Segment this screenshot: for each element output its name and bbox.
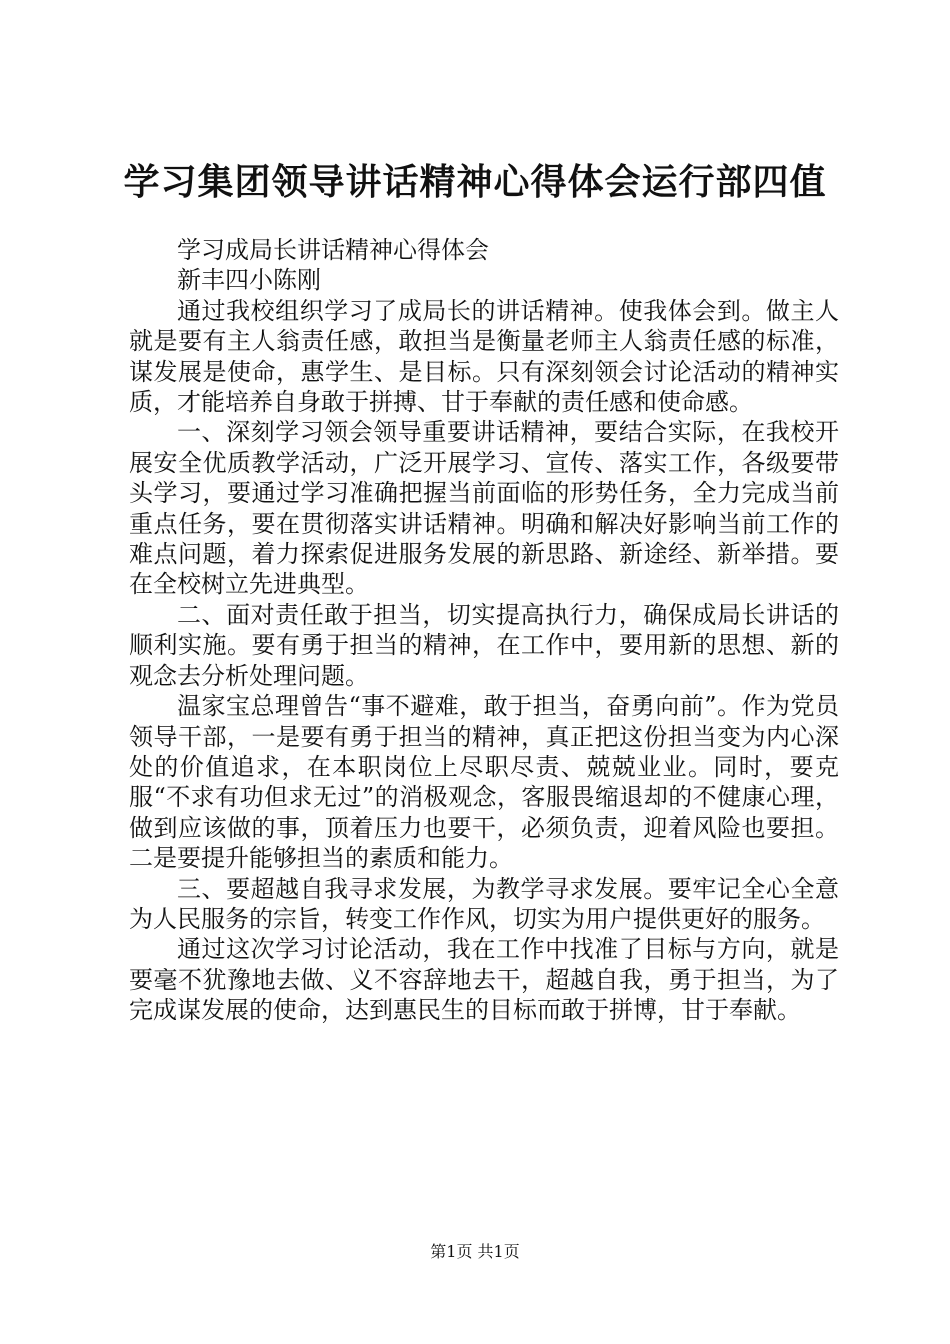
paragraph: 通过这次学习讨论活动，我在工作中找准了目标与方向，就是要毫不犹豫地去做、义不容辞地去干，超越自我，勇于担当，为了完成谋发展的使命，达到惠民生的目标而敢于拼博，甘于奉献。 [129,935,839,1025]
paragraph: 通过我校组织学习了成局长的讲话精神。使我体会到。做主人就是要有主人翁责任感，敢担当是衡量老师主人翁责任感的标准，谋发展是使命，惠学生、是目标。只有深刻领会讨论活动的精神实质，才能培养自身敢于拼搏、甘于奉献的责任感和使命感。 [129,296,839,417]
paragraph-author: 新丰四小陈刚 [177,266,321,295]
paragraph: 一、深刻学习领会领导重要讲话精神，要结合实际，在我校开展安全优质教学活动，广泛开展学习、宣传、落实工作，各级要带头学习，要通过学习准确把握当前面临的形势任务，全力完成当前重点任务，要在贯彻落实讲话精神。明确和解决好影响当前工作的难点问题，着力探索促进服务发展的新思路、新途经、新举措。要在全校树立先进典型。 [129,418,839,599]
paragraph-subtitle: 学习成局长讲话精神心得体会 [177,236,489,264]
page-footer: 第1页 共1页 [430,1242,520,1261]
document-title: 学习集团领导讲话精神心得体会运行部四值 [123,162,827,203]
paragraph: 二、面对责任敢于担当，切实提高执行力，确保成局长讲话的顺利实施。要有勇于担当的精神，在工作中，要用新的思想、新的观念去分析处理问题。 [129,600,839,690]
paragraph: 温家宝总理曾告“事不避难，敢于担当，奋勇向前”。作为党员领导干部，一是要有勇于担当的精神，真正把这份担当变为内心深处的价值追求，在本职岗位上尽职尽责、兢兢业业。同时，要克服“不求有功但求无过”的消极观念，客服畏缩退却的不健康心理，做到应该做的事，顶着压力也要干，必须负责，迎着风险也要担。二是要提升能够担当的素质和能力。 [129,692,839,873]
document-body [129,235,839,1026]
paragraph: 三、要超越自我寻求发展，为教学寻求发展。要牢记全心全意为人民服务的宗旨，转变工作作风，切实为用户提供更好的服务。 [129,874,839,933]
